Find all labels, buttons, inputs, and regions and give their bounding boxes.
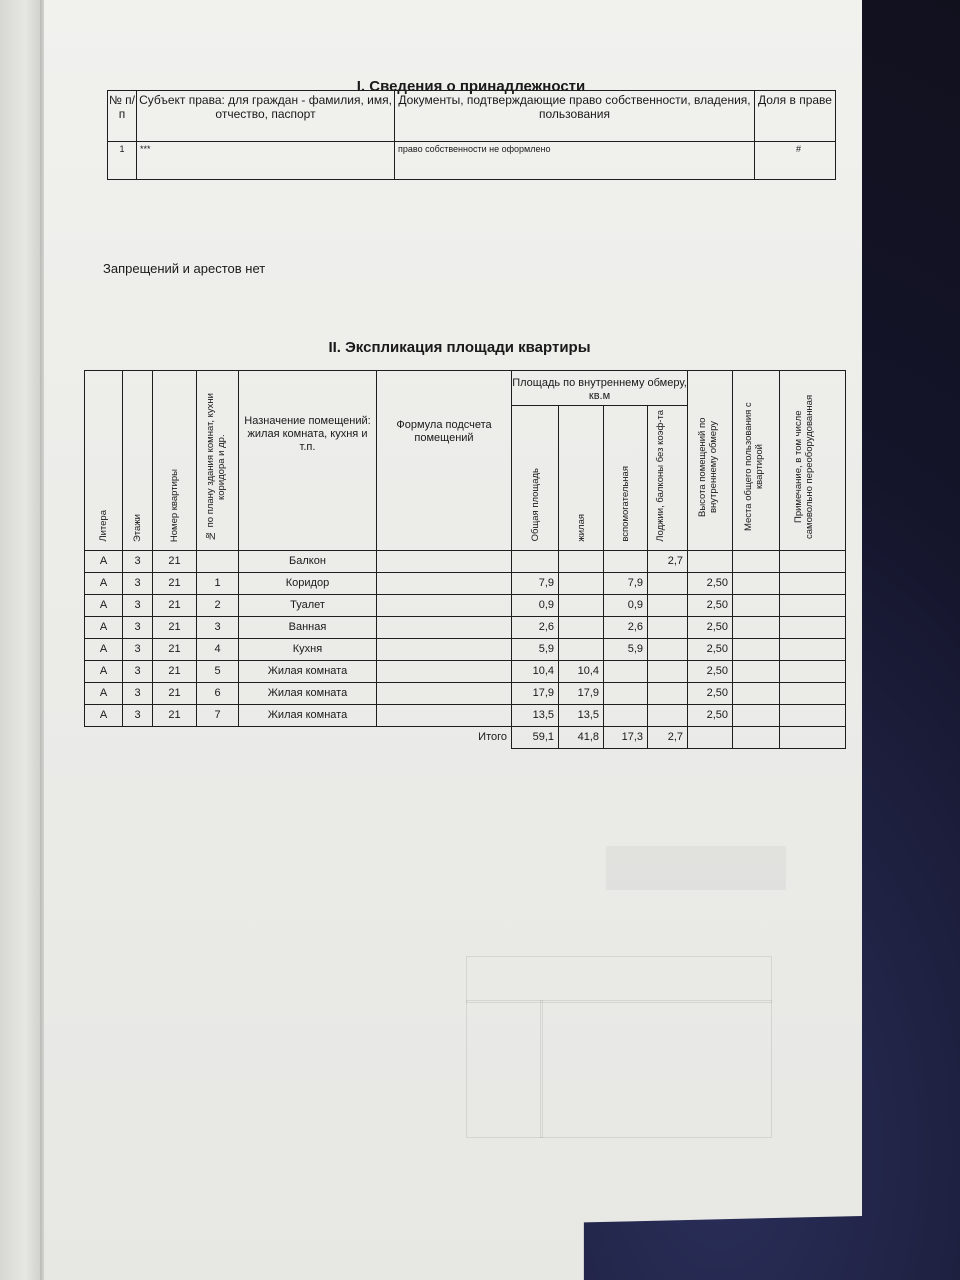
col-purpose-header: Назначение помещений: жилая комната, кухня и т.п. xyxy=(239,371,377,551)
table-row xyxy=(85,682,846,704)
loggia-cell xyxy=(648,572,688,594)
table-row xyxy=(85,616,846,638)
ghost-stamp xyxy=(606,846,786,890)
room-cell: 4 xyxy=(197,638,239,660)
col-litera-header: Литера xyxy=(85,371,123,551)
table-row xyxy=(85,550,846,572)
aux-area-cell xyxy=(604,550,648,572)
purpose-cell: Ванная xyxy=(239,616,377,638)
floor-cell: 3 xyxy=(123,550,153,572)
litera-cell: А xyxy=(85,572,123,594)
litera-cell: А xyxy=(85,638,123,660)
aux-area-cell xyxy=(604,704,648,726)
apt-cell: 21 xyxy=(153,572,197,594)
common-cell xyxy=(733,550,780,572)
common-cell xyxy=(733,638,780,660)
total-area-cell: 2,6 xyxy=(512,616,559,638)
litera-cell: А xyxy=(85,616,123,638)
aux-area-cell: 5,9 xyxy=(604,638,648,660)
apt-cell: 21 xyxy=(153,550,197,572)
height-cell xyxy=(688,550,733,572)
formula-cell xyxy=(377,594,512,616)
aux-area-cell: 7,9 xyxy=(604,572,648,594)
total-area-sum: 59,1 xyxy=(512,726,559,748)
section1-title: I. Сведения о принадлежности xyxy=(356,78,586,95)
table-row xyxy=(85,660,846,682)
litera-cell: А xyxy=(85,682,123,704)
ghost-table-line xyxy=(466,1000,772,1003)
formula-cell xyxy=(377,572,512,594)
total-area-cell: 17,9 xyxy=(512,682,559,704)
apt-cell: 21 xyxy=(153,660,197,682)
litera-cell: А xyxy=(85,550,123,572)
restrictions-note: Запрещений и арестов нет xyxy=(103,261,266,276)
common-cell xyxy=(733,616,780,638)
formula-cell xyxy=(377,682,512,704)
total-area-cell: 13,5 xyxy=(512,704,559,726)
explication-table xyxy=(84,370,846,749)
loggia-cell: 2,7 xyxy=(648,550,688,572)
floor-cell: 3 xyxy=(123,572,153,594)
section2-title: II. Экспликация площади квартиры xyxy=(328,339,591,356)
loggia-cell xyxy=(648,616,688,638)
formula-cell xyxy=(377,660,512,682)
aux-area-sum: 17,3 xyxy=(604,726,648,748)
loggia-cell xyxy=(648,682,688,704)
col-height-header: Высота помещений по внутреннему обмеру xyxy=(688,371,733,551)
height-cell: 2,50 xyxy=(688,682,733,704)
purpose-cell: Жилая комната xyxy=(239,682,377,704)
total-area-cell: 5,9 xyxy=(512,638,559,660)
purpose-cell: Жилая комната xyxy=(239,704,377,726)
height-cell: 2,50 xyxy=(688,660,733,682)
height-cell: 2,50 xyxy=(688,572,733,594)
col-subject-header: Субъект права: для граждан - фамилия, имя, отчество, паспорт xyxy=(137,91,395,142)
living-area-cell xyxy=(559,594,604,616)
underlying-page xyxy=(0,0,42,1280)
area-group-header: Площадь по внутреннему обмеру, кв.м xyxy=(512,371,688,406)
totals-row xyxy=(85,726,846,748)
formula-cell xyxy=(377,550,512,572)
aux-area-cell xyxy=(604,660,648,682)
apt-cell: 21 xyxy=(153,616,197,638)
ghost-table xyxy=(466,956,772,1138)
height-cell: 2,50 xyxy=(688,616,733,638)
aux-area-cell: 2,6 xyxy=(604,616,648,638)
totals-label: Итого xyxy=(478,731,507,744)
common-cell xyxy=(733,682,780,704)
total-area-cell xyxy=(512,550,559,572)
col-room-header: № по плану здания комнат, кухни коридора и др. xyxy=(197,371,239,551)
formula-cell xyxy=(377,616,512,638)
col-common-header: Места общего пользования с квартирой xyxy=(733,371,780,551)
common-cell xyxy=(733,660,780,682)
apt-cell: 21 xyxy=(153,704,197,726)
loggia-cell xyxy=(648,638,688,660)
remark-cell xyxy=(780,572,846,594)
remark-cell xyxy=(780,682,846,704)
table-row xyxy=(108,142,836,180)
common-cell xyxy=(733,594,780,616)
apt-cell: 21 xyxy=(153,594,197,616)
room-cell: 2 xyxy=(197,594,239,616)
living-area-cell: 10,4 xyxy=(559,660,604,682)
purpose-cell: Коридор xyxy=(239,572,377,594)
table-row xyxy=(85,638,846,660)
litera-cell: А xyxy=(85,704,123,726)
common-cell xyxy=(733,704,780,726)
floor-cell: 3 xyxy=(123,594,153,616)
floor-cell: 3 xyxy=(123,638,153,660)
owner-docs: право собственности не оформлено xyxy=(395,142,755,180)
col-living-header: жилая xyxy=(559,406,604,551)
owner-num: 1 xyxy=(108,142,137,180)
room-cell: 6 xyxy=(197,682,239,704)
remark-cell xyxy=(780,594,846,616)
total-area-cell: 7,9 xyxy=(512,572,559,594)
loggia-area-sum: 2,7 xyxy=(648,726,688,748)
col-num-header: № п/п xyxy=(108,91,137,142)
purpose-cell: Жилая комната xyxy=(239,660,377,682)
ghost-table-line xyxy=(540,1000,543,1138)
col-loggia-header: Лоджии, балконы без коэф-та xyxy=(648,406,688,551)
owner-subject: *** xyxy=(137,142,395,180)
formula-cell xyxy=(377,704,512,726)
col-apt-header: Номер квартиры xyxy=(153,371,197,551)
floor-cell: 3 xyxy=(123,704,153,726)
table-row xyxy=(85,594,846,616)
remark-cell xyxy=(780,616,846,638)
table-row xyxy=(85,572,846,594)
col-floor-header: Этажи xyxy=(123,371,153,551)
floor-cell: 3 xyxy=(123,616,153,638)
apt-cell: 21 xyxy=(153,638,197,660)
common-cell xyxy=(733,572,780,594)
room-cell xyxy=(197,550,239,572)
total-area-cell: 0,9 xyxy=(512,594,559,616)
col-share-header: Доля в праве xyxy=(755,91,836,142)
aux-area-cell: 0,9 xyxy=(604,594,648,616)
purpose-cell: Туалет xyxy=(239,594,377,616)
litera-cell: А xyxy=(85,594,123,616)
remark-cell xyxy=(780,638,846,660)
col-formula-header: Формула подсчета помещений xyxy=(377,371,512,551)
floor-cell: 3 xyxy=(123,682,153,704)
remark-cell xyxy=(780,704,846,726)
living-area-cell xyxy=(559,638,604,660)
loggia-cell xyxy=(648,704,688,726)
col-aux-header: вспомогательная xyxy=(604,406,648,551)
aux-area-cell xyxy=(604,682,648,704)
apt-cell: 21 xyxy=(153,682,197,704)
living-area-cell xyxy=(559,572,604,594)
height-cell: 2,50 xyxy=(688,638,733,660)
room-cell: 5 xyxy=(197,660,239,682)
litera-cell: А xyxy=(85,660,123,682)
ownership-table xyxy=(107,90,836,180)
height-cell: 2,50 xyxy=(688,704,733,726)
loggia-cell xyxy=(648,660,688,682)
living-area-cell: 17,9 xyxy=(559,682,604,704)
height-cell: 2,50 xyxy=(688,594,733,616)
room-cell: 7 xyxy=(197,704,239,726)
floor-cell: 3 xyxy=(123,660,153,682)
col-docs-header: Документы, подтверждающие право собственности, владения, пользования xyxy=(395,91,755,142)
purpose-cell: Балкон xyxy=(239,550,377,572)
living-area-cell xyxy=(559,550,604,572)
room-cell: 3 xyxy=(197,616,239,638)
room-cell: 1 xyxy=(197,572,239,594)
col-total-header: Общая площадь xyxy=(512,406,559,551)
living-area-sum: 41,8 xyxy=(559,726,604,748)
purpose-cell: Кухня xyxy=(239,638,377,660)
formula-cell xyxy=(377,638,512,660)
table-row xyxy=(85,704,846,726)
loggia-cell xyxy=(648,594,688,616)
living-area-cell: 13,5 xyxy=(559,704,604,726)
col-remark-header: Примечание, в том числе самовольно переоборудованная xyxy=(780,371,846,551)
total-area-cell: 10,4 xyxy=(512,660,559,682)
remark-cell xyxy=(780,550,846,572)
owner-share: # xyxy=(755,142,836,180)
living-area-cell xyxy=(559,616,604,638)
remark-cell xyxy=(780,660,846,682)
